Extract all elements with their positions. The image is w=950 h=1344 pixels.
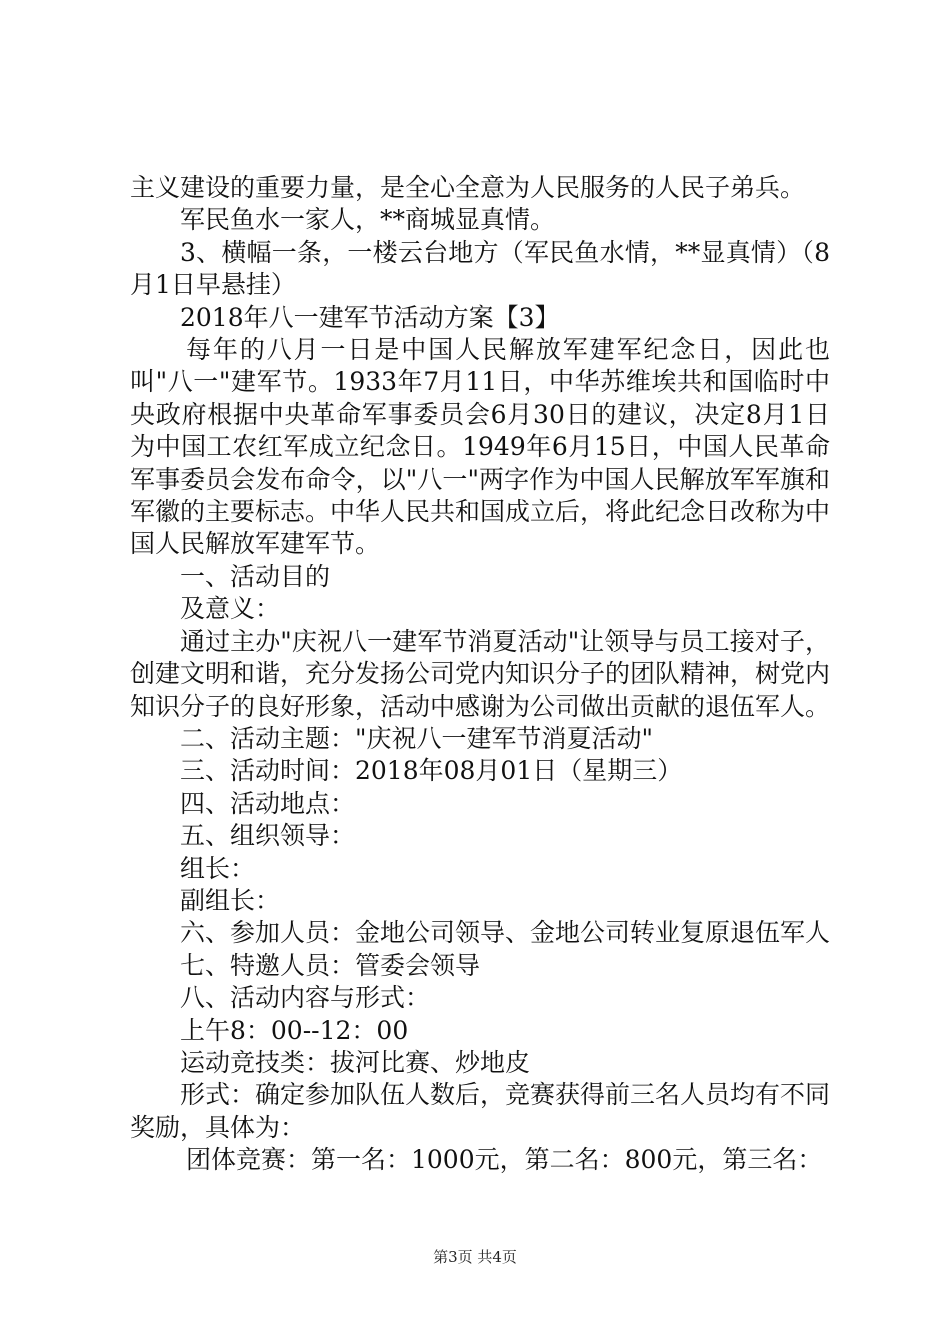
item-team-prizes: 团体竞赛：第一名：1000元，第二名：800元，第三名：: [186, 1145, 823, 1175]
document-body: [130, 172, 830, 1177]
item-participants: 六、参加人员：金地公司领导、金地公司转业复原退伍军人: [180, 918, 831, 948]
paragraph-slogan: 军民鱼水一家人，**商城显真情。: [180, 205, 556, 235]
item-leader: 组长：: [180, 853, 256, 883]
item-content: 八、活动内容与形式：: [180, 983, 431, 1013]
item-schedule: 上午8：00--12：00: [180, 1015, 409, 1045]
item-theme: 二、活动主题："庆祝八一建军节消夏活动": [180, 723, 653, 753]
item-deputy-leader: 副组长：: [180, 885, 281, 915]
paragraph-continuation: 主义建设的重要力量，是全心全意为人民服务的人民子弟兵。: [130, 173, 806, 202]
item-guests: 七、特邀人员：管委会领导: [180, 950, 481, 980]
page-footer: 第3页 共4页: [433, 1248, 517, 1266]
paragraph-purpose-body: 通过主办"庆祝八一建军节消夏活动"让领导与员工接对子，创建文明和谐，充分发扬公司党内知识分子的团队精神，树党内知识分子的良好形象，活动中感谢为公司做出贡献的退伍军人。: [130, 626, 831, 721]
item-sports: 运动竞技类：拔河比赛、炒地皮: [180, 1047, 531, 1077]
section-heading: 2018年八一建军节活动方案【3】: [180, 302, 560, 332]
item-time: 三、活动时间：2018年08月01日（星期三）: [180, 756, 683, 786]
item-purpose-cont: 及意义：: [180, 594, 281, 624]
item-leadership: 五、组织领导：: [180, 821, 356, 851]
item-location: 四、活动地点：: [180, 788, 356, 818]
item-format: 形式：确定参加队伍人数后，竞赛获得前三名人员均有不同奖励，具体为：: [130, 1080, 831, 1142]
item-purpose: 一、活动目的: [180, 561, 331, 591]
paragraph-banner: 3、横幅一条，一楼云台地方（军民鱼水情，**显真情）（8月1日早悬挂）: [130, 237, 830, 300]
paragraph-intro: 每年的八月一日是中国人民解放军建军纪念日，因此也叫"八一"建军节。1933年7月11日，中华苏维埃共和国临时中央政府根据中央革命军事委员会6月30日的建议，决定8月1日为中国工农红军成立纪念日。1949年6月15日，中国人民革命军事委员会发布命令，以"八一"两字作为中国人民解放军军旗和军徽的主要标志。中华人民共和国成立后，将此纪念日改称为中国人民解放军建军节。: [130, 335, 831, 559]
